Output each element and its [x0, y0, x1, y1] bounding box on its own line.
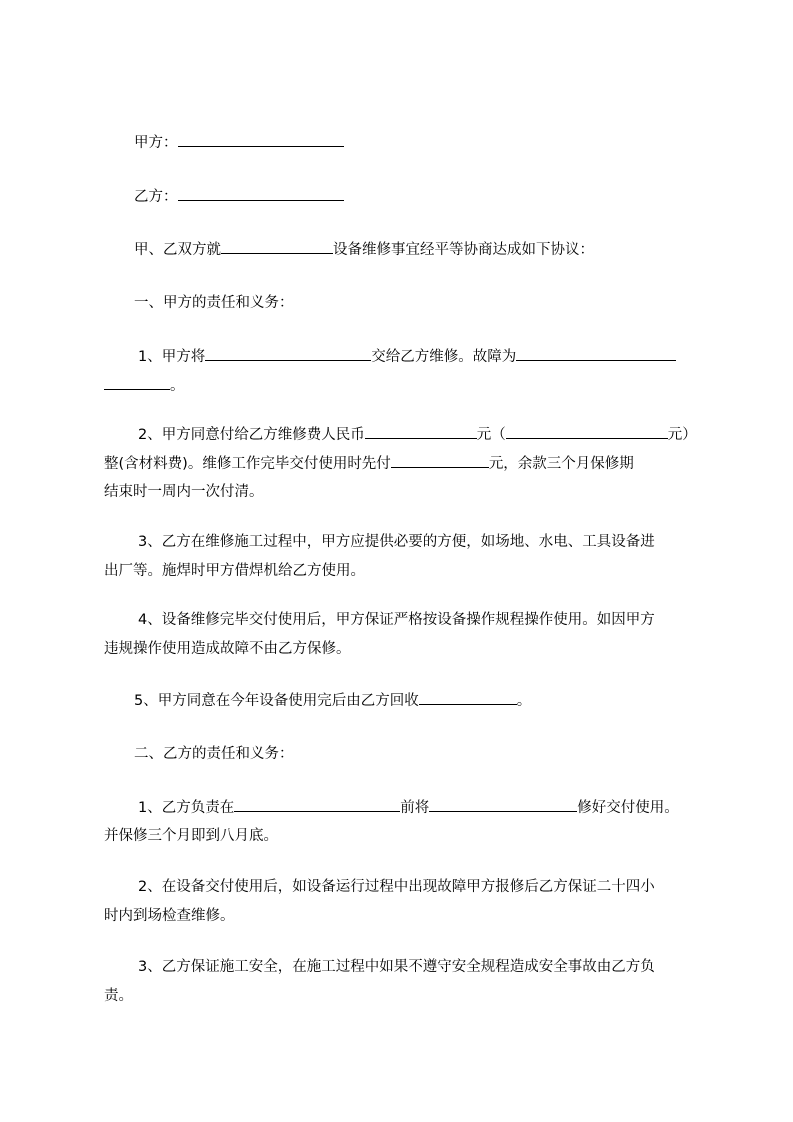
s2-item1-date-blank[interactable]: [234, 793, 400, 812]
s2-item1-pre: 1、乙方负责在: [138, 800, 235, 816]
s1-item1-mid: 交给乙方维修。故障为: [371, 349, 517, 365]
s1-item2-amount-blank[interactable]: [365, 420, 477, 439]
s1-item3-line2: 出厂等。施焊时甲方借焊机给乙方使用。: [104, 563, 365, 579]
s1-item2-pre: 2、甲方同意付给乙方维修费人民币: [138, 427, 365, 443]
s2-item1-line2: 并保修三个月即到八月底。: [104, 828, 278, 844]
party-a-label: 甲方：: [134, 135, 178, 151]
s1-item1-line2: [104, 371, 712, 401]
s1-item2-amount-words-blank[interactable]: [506, 420, 668, 439]
s1-item5-post: 。: [516, 693, 532, 709]
s1-item2-yuan-close: 元）: [667, 427, 697, 443]
s1-item4-line1: 4、设备维修完毕交付使用后，甲方保证严格按设备操作规程操作使用。如因甲方: [138, 612, 655, 628]
s1-item2-line2: [104, 449, 712, 479]
s2-item2-line2: 时内到场检查维修。: [104, 908, 235, 924]
s1-item1: [104, 342, 748, 372]
s2-item3-line2: 责。: [104, 988, 133, 1004]
party-b-line: [104, 182, 742, 212]
intro-blank[interactable]: [221, 235, 333, 254]
s1-item1-device-blank[interactable]: [205, 342, 371, 361]
intro-line: [104, 235, 742, 265]
s1-item4-line2: 违规操作使用造成故障不由乙方保修。: [104, 641, 351, 657]
s2-item1-line1: [104, 793, 746, 823]
party-b-label: 乙方：: [134, 189, 178, 205]
s1-item1-fault-blank-cont[interactable]: [104, 371, 170, 390]
s1-item1-pre: 1、甲方将: [138, 349, 206, 365]
s1-item2-yuan-open: 元（: [476, 427, 506, 443]
s1-item5-blank[interactable]: [419, 686, 517, 705]
s1-item3-line1: 3、乙方在维修施工过程中，甲方应提供必要的方便，如场地、水电、工具设备进: [138, 534, 655, 550]
s2-item1-post: 修好交付使用。: [577, 800, 679, 816]
s1-item2-line3: 结束时一周内一次付清。: [104, 484, 264, 500]
party-a-blank[interactable]: [178, 128, 344, 147]
s1-item5-pre: 5、甲方同意在今年设备使用完后由乙方回收: [134, 693, 419, 709]
s1-item5: [104, 686, 742, 716]
s2-item1-device-blank[interactable]: [429, 793, 577, 812]
section1-heading: 一、甲方的责任和义务：: [134, 295, 294, 311]
party-b-blank[interactable]: [178, 182, 344, 201]
section2-heading: 二、乙方的责任和义务：: [134, 746, 294, 762]
intro-pre: 甲、乙双方就: [134, 242, 221, 258]
s1-item2-prepay-blank[interactable]: [391, 449, 489, 468]
s1-item2-line2-post: 元，余款三个月保修期: [488, 456, 634, 472]
intro-post: 设备维修事宜经平等协商达成如下协议：: [333, 242, 594, 258]
party-a-line: [104, 128, 742, 158]
s2-item1-mid: 前将: [400, 800, 430, 816]
s1-item1-post: 。: [170, 378, 185, 394]
s1-item1-fault-blank[interactable]: [516, 342, 676, 361]
s1-item2-line1: [104, 420, 746, 450]
s2-item3-line1: 3、乙方保证施工安全，在施工过程中如果不遵守安全规程造成安全事故由乙方负: [138, 959, 655, 975]
s1-item2-line2-pre: 整(含材料费)。维修工作完毕交付使用时先付: [104, 456, 391, 472]
s2-item2-line1: 2、在设备交付使用后，如设备运行过程中出现故障甲方报修后乙方保证二十四小: [138, 879, 655, 895]
